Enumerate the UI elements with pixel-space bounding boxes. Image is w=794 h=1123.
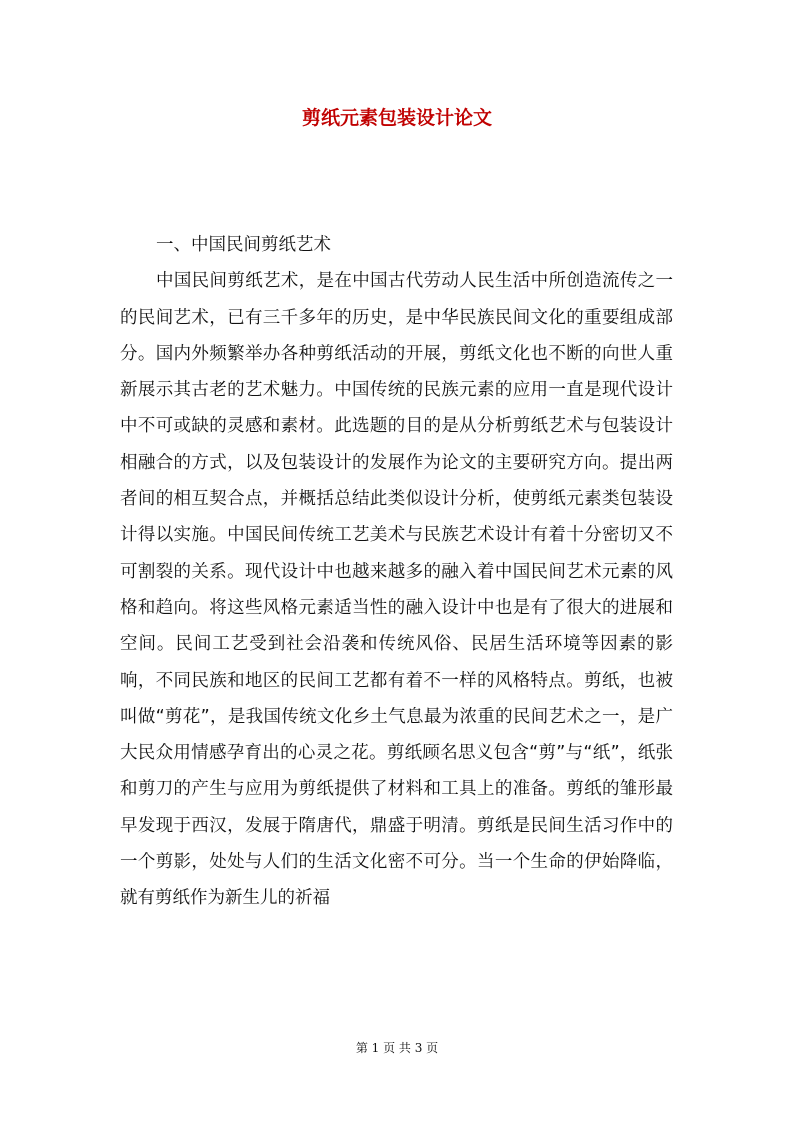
document-body [120,227,673,917]
body-paragraph: 中国民间剪纸艺术，是在中国古代劳动人民生活中所创造流传之一的民间艺术，已有三千多年的历史，是中华民族民间文化的重要组成部分。国内外频繁举办各种剪纸活动的开展，剪纸文化也不断的向世人重新展示其古老的艺术魅力。中国传统的民族元素的应用一直是现代设计中不可或缺的灵感和素材。此选题的目的是从分析剪纸艺术与包装设计相融合的方式，以及包装设计的发展作为论文的主要研究方向。提出两者间的相互契合点，并概括总结此类似设计分析，使剪纸元素类包装设计得以实施。中国民间传统工艺美术与民族艺术设计有着十分密切又不可割裂的关系。现代设计中也越来越多的融入着中国民间艺术元素的风格和趋向。将这些风格元素适当性的融入设计中也是有了很大的进展和空间。民间工艺受到社会沿袭和传统风俗、民居生活环境等因素的影响，不同民族和地区的民间工艺都有着不一样的风格特点。剪纸，也被叫做“剪花”，是我国传统文化乡土气息最为浓重的民间艺术之一，是广大民众用情感孕育出的心灵之花。剪纸顾名思义包含“剪”与“纸”，纸张和剪刀的产生与应用为剪纸提供了材料和工具上的准备。剪纸的雏形最早发现于西汉，发展于隋唐代，鼎盛于明清。剪纸是民间生活习作中的一个剪影，处处与人们的生活文化密不可分。当一个生命的伊始降临，就有剪纸作为新生儿的祈福 [120,271,673,909]
page-footer: 第 1 页 共 3 页 [355,1041,439,1055]
section-heading: 一、中国民间剪纸艺术 [156,235,331,255]
document-title: 剪纸元素包装设计论文 [301,107,492,129]
